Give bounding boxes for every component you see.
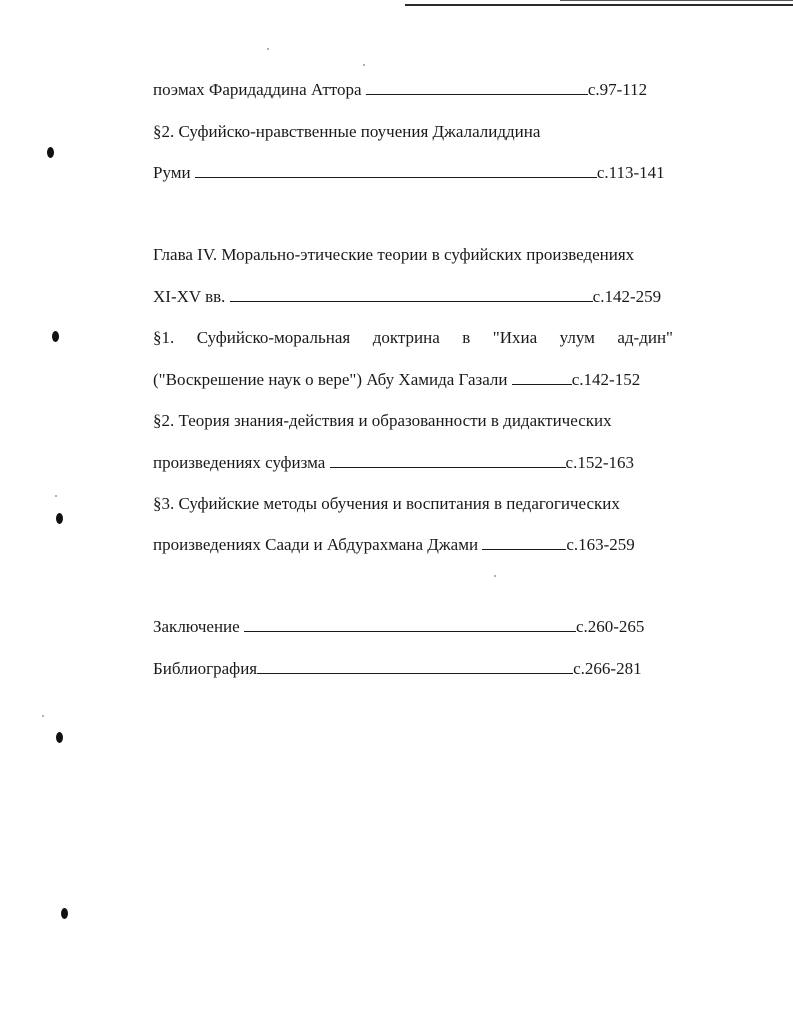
punch-hole-mark xyxy=(61,908,68,919)
toc-entry-title: §3. Суфийские методы обучения и воспитания в педагогических xyxy=(153,494,620,513)
toc-entry xyxy=(153,494,620,514)
toc-entry xyxy=(153,617,644,637)
toc-entry-pages: с.266-281 xyxy=(573,659,642,678)
toc-entry xyxy=(153,535,635,555)
scan-edge-line xyxy=(405,4,793,6)
toc-entry-pages: с.142-259 xyxy=(592,287,662,306)
toc-entry xyxy=(153,411,612,431)
toc-entry-title: §2. Суфийско-нравственные поучения Джалалиддина xyxy=(153,122,541,141)
leader-line xyxy=(195,164,597,178)
scan-speck xyxy=(363,64,365,66)
scan-speck xyxy=(494,575,496,577)
toc-entry-title: произведениях Саади и Абдурахмана Джами xyxy=(153,535,479,554)
toc-entry-title: Глава IV. Морально-этические теории в суфийских произведениях xyxy=(153,245,635,264)
toc-entry xyxy=(153,659,642,679)
toc-word: §1. xyxy=(153,328,175,347)
leader-line xyxy=(244,618,576,632)
scan-speck xyxy=(267,48,269,50)
toc-entry-title: Библиография xyxy=(153,659,258,678)
scan-speck xyxy=(55,495,57,497)
toc-entry-pages: с.152-163 xyxy=(565,453,635,472)
toc-entry-justified xyxy=(153,328,673,348)
toc-entry-title: XI-XV вв. xyxy=(153,287,226,306)
toc-word: доктрина xyxy=(372,328,440,347)
toc-entry-title: Заключение xyxy=(153,617,240,636)
toc-entry-pages: с.113-141 xyxy=(596,163,665,182)
leader-line xyxy=(512,371,572,385)
leader-line xyxy=(230,288,593,302)
toc-word: Суфийско-моральная xyxy=(196,328,351,347)
toc-entry xyxy=(153,453,634,473)
toc-entry xyxy=(153,122,540,142)
toc-entry-pages: с.163-259 xyxy=(566,535,635,554)
toc-entry xyxy=(153,287,661,307)
toc-word: "Ихиа xyxy=(492,328,538,347)
punch-hole-mark xyxy=(56,513,63,524)
toc-entry-title: Руми xyxy=(153,163,191,182)
leader-line xyxy=(330,454,566,468)
scan-edge-line xyxy=(560,0,793,1)
toc-entry-title: поэмах Фаридаддина Аттора xyxy=(153,80,362,99)
toc-entry xyxy=(153,370,640,390)
toc-entry xyxy=(153,163,665,183)
leader-line xyxy=(257,660,573,674)
toc-entry-pages: с.97-112 xyxy=(587,80,648,99)
toc-entry-pages: с.142-152 xyxy=(571,370,641,389)
toc-chapter-heading xyxy=(153,245,634,265)
toc-entry xyxy=(153,80,647,100)
leader-line xyxy=(482,536,566,550)
toc-word: улум xyxy=(559,328,595,347)
toc-entry-title: произведениях суфизма xyxy=(153,453,326,472)
toc-word: в xyxy=(462,328,471,347)
toc-entry-pages: с.260-265 xyxy=(575,617,645,636)
leader-line xyxy=(366,81,588,95)
toc-entry-title: §2. Теория знания-действия и образованности в дидактических xyxy=(153,411,612,430)
scan-speck xyxy=(42,715,44,717)
punch-hole-mark xyxy=(52,331,59,342)
toc-word: ад-дин" xyxy=(617,328,673,347)
punch-hole-mark xyxy=(47,147,54,158)
toc-entry-title: ("Воскрешение наук о вере") Абу Хамида Газали xyxy=(153,370,508,389)
punch-hole-mark xyxy=(56,732,63,743)
